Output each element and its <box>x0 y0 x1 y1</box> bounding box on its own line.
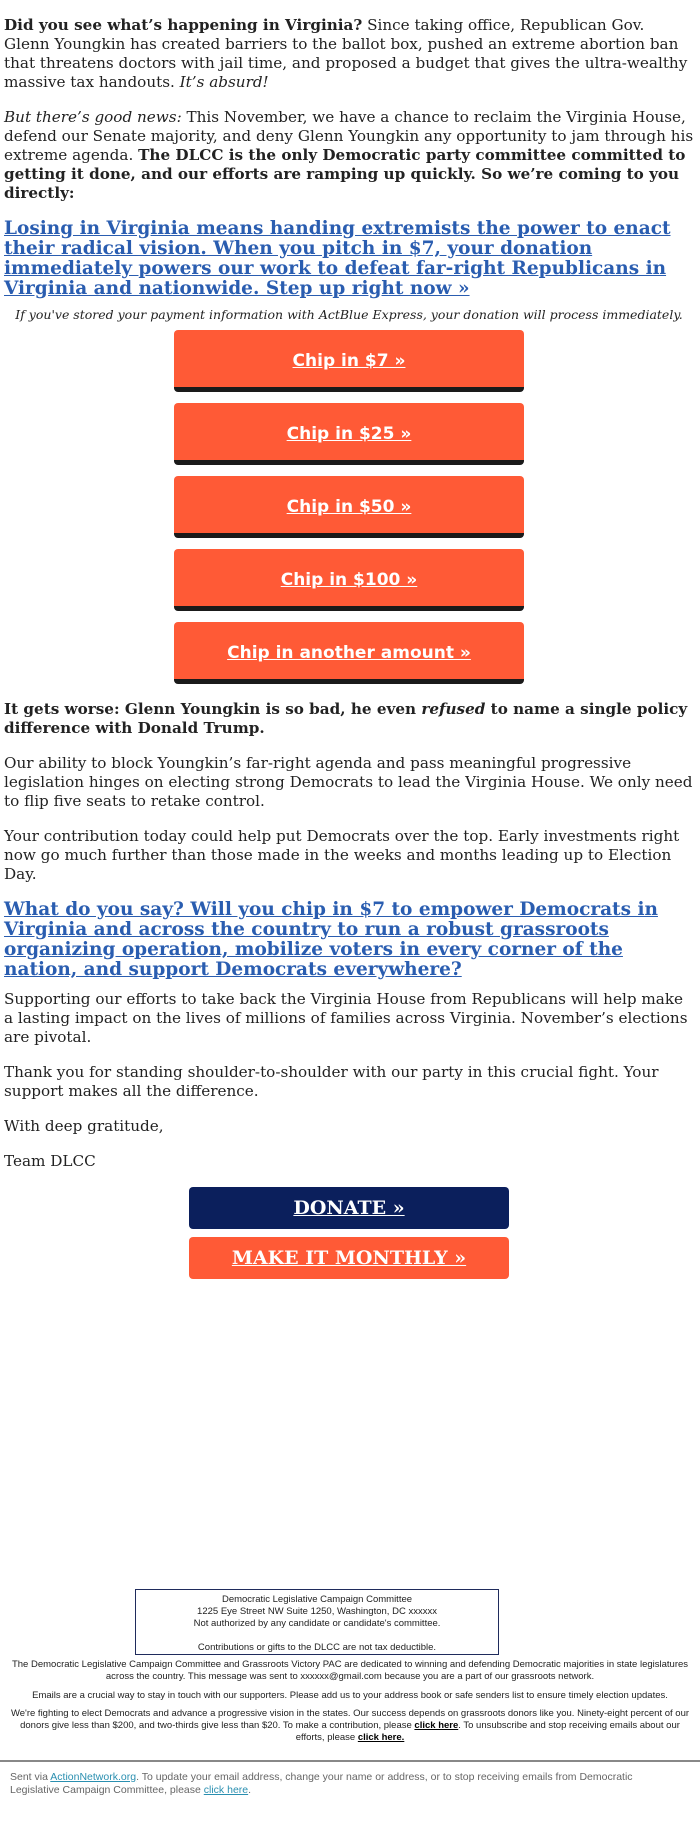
donate-link-what-do-you-say[interactable]: What do you say? Will you chip in $7 to empower Democrats in Virginia and across the country to run a robust grassroots organizing operation, mobilize voters in every corner of the nation, and support Democrats everywhere? <box>4 899 658 980</box>
sent-period: . <box>248 1784 252 1796</box>
worse-paragraph <box>4 700 694 738</box>
worse-text-1: It gets worse: Glenn Youngkin is so bad, he even <box>4 700 422 718</box>
intro-absurd: It’s absurd! <box>179 73 269 91</box>
footer-fight <box>8 1708 692 1744</box>
intro-paragraph <box>4 16 694 92</box>
address-authorized: Not authorized by any candidate or candidate's committee. <box>193 1618 441 1629</box>
sent-rest-text: . To update your email address, change your name or address, or to stop receiving emails from Democratic Legislative Campaign Committee, please <box>10 1771 633 1796</box>
chip-buttons <box>4 330 694 684</box>
good-news-bold: The DLCC is the only Democratic party committee committed to getting it done, and our efforts are ramping up quickly. So we’re coming to you directly: <box>4 146 686 202</box>
good-news-paragraph <box>4 108 694 203</box>
footer-mission: The Democratic Legislative Campaign Committee and Grassroots Victory PAC are dedicated to winning and defending Democratic majorities in state legislatures across the country. This message was sent to xxxxxx@gmail.com because you are a part of our grassroots network. <box>11 1659 689 1682</box>
sent-via-text: Sent via <box>10 1771 51 1783</box>
intro-text: Since taking office, Republican Gov. Glenn Youngkin has created barriers to the ballot box, pushed an extreme abortion ban that threatens doctors with jail time, and proposed a budget that gives the ultra-wealthy massive tax handouts. <box>4 16 688 91</box>
good-news-lead: But there’s good news: <box>4 108 182 126</box>
address-street: 1225 Eye Street NW Suite 1250, Washington, DC xxxxxx <box>197 1606 437 1617</box>
chip-other-amount-button[interactable]: Chip in another amount » <box>174 622 524 684</box>
make-it-monthly-button[interactable]: MAKE IT MONTHLY » <box>189 1237 509 1279</box>
unsubscribe-link[interactable]: click here. <box>357 1732 405 1743</box>
chip-50-button[interactable]: Chip in $50 » <box>174 476 524 538</box>
block-agenda-paragraph: Our ability to block Youngkin’s far-right agenda and pass meaningful progressive legislation hinges on electing strong Democrats to lead the Virginia House. We only need to flip five seats to retake control. <box>4 754 693 810</box>
actblue-note: If you've stored your payment information with ActBlue Express, your donation will process immediately. <box>15 307 683 322</box>
good-news-text: This November, we have a chance to reclaim the Virginia House, defend our Senate majority, and deny Glenn Youngkin any opportunity to jam through his extreme agenda. <box>4 108 694 164</box>
footer-unsub-text: . To unsubscribe and stop receiving emails about our efforts, please <box>295 1720 680 1743</box>
footer-divider <box>0 1760 700 1762</box>
contribute-link[interactable]: click here <box>414 1720 459 1731</box>
chip-100-button[interactable]: Chip in $100 » <box>174 549 524 611</box>
actionnetwork-link[interactable]: ActionNetwork.org <box>50 1771 137 1783</box>
footer-emails: Emails are a crucial way to stay in touch with our supporters. Please add us to your address book or safe senders list to ensure timely election updates. <box>32 1690 668 1701</box>
signature: Team DLCC <box>4 1152 96 1170</box>
donate-link-losing-virginia[interactable]: Losing in Virginia means handing extremists the power to enact their radical vision. When you pitch in $7, your donation immediately powers our work to defeat far-right Republicans in Virginia and nationwide. Step up right now » <box>4 218 671 299</box>
address-tax-note: Contributions or gifts to the DLCC are not tax deductible. <box>197 1642 437 1653</box>
address-box <box>135 1589 499 1655</box>
chip-25-button[interactable]: Chip in $25 » <box>174 403 524 465</box>
contribution-paragraph: Your contribution today could help put Democrats over the top. Early investments right now go much further than those made in the weeks and months leading up to Election Day. <box>4 827 680 883</box>
update-preferences-link[interactable]: click here <box>203 1784 249 1796</box>
intro-lead: Did you see what’s happening in Virginia? <box>4 16 363 34</box>
support-paragraph: Supporting our efforts to take back the Virginia House from Republicans will help make a lasting impact on the lives of millions of families across Virginia. November’s elections are pivotal. <box>4 990 688 1046</box>
signoff: With deep gratitude, <box>4 1117 164 1135</box>
sent-via-footer <box>10 1771 670 1797</box>
worse-text-2: to name a single policy difference with Donald Trump. <box>4 700 688 737</box>
thanks-paragraph: Thank you for standing shoulder-to-shoulder with our party in this crucial fight. Your support makes all the difference. <box>4 1063 659 1100</box>
worse-refused: refused <box>421 700 486 718</box>
footer-fight-text: We're fighting to elect Democrats and advance a progressive vision in the states. Our success depends on grassroots donors like you. Ninety-eight percent of our donors give less than $200, and two-thirds give less than $20. To make a contribution, please <box>10 1708 690 1731</box>
address-org: Democratic Legislative Campaign Committee <box>221 1594 413 1605</box>
chip-7-button[interactable]: Chip in $7 » <box>174 330 524 392</box>
donate-button[interactable]: DONATE » <box>189 1187 509 1229</box>
